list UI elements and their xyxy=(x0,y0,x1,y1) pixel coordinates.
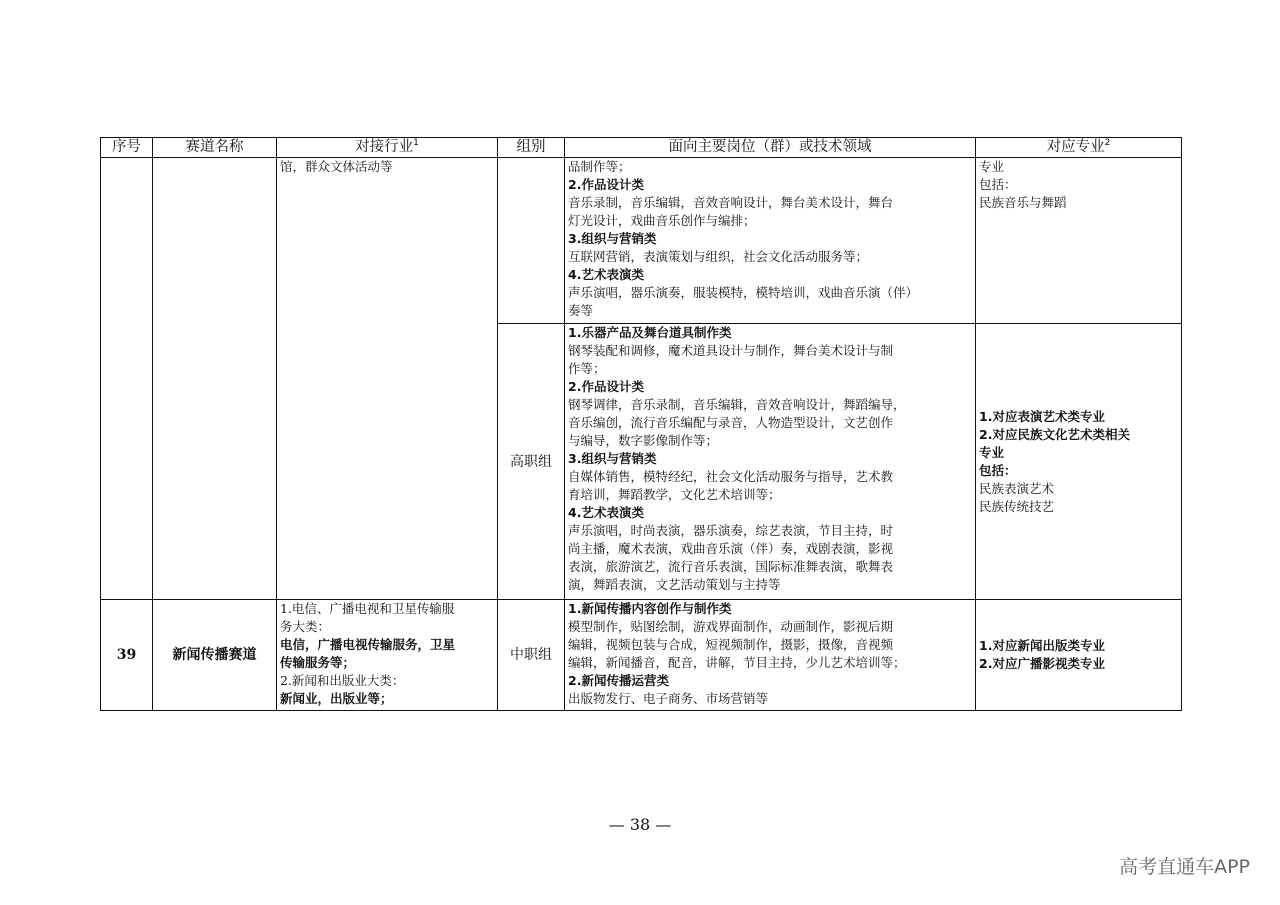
majors-cell-high xyxy=(976,324,1182,600)
table-row xyxy=(101,600,1182,711)
major-line: 专业 xyxy=(979,159,1005,174)
header-majors xyxy=(976,138,1182,158)
competition-track-table xyxy=(100,137,1182,711)
positions-cell-mid xyxy=(565,158,976,324)
industry-cell xyxy=(277,600,498,711)
seq-cell-continued xyxy=(101,158,153,600)
positions-cell xyxy=(565,600,976,711)
industry-line: 2.新闻和出版业大类： xyxy=(280,673,405,688)
position-category-line: 1.乐器产品及舞台道具制作类 xyxy=(568,325,732,340)
table-header-row xyxy=(101,138,1182,158)
major-line: 专业 xyxy=(979,444,1005,460)
position-category-line: 2.新闻传播运营类 xyxy=(568,673,669,688)
position-detail-line: 灯光设计，戏曲音乐创作与编排； xyxy=(568,213,756,228)
major-line: 1.对应表演艺术类专业 xyxy=(979,408,1105,424)
position-detail-line: 与编导，数字影像制作等； xyxy=(568,433,719,448)
major-line: 民族传统技艺 xyxy=(979,498,1055,514)
majors-cell-mid xyxy=(976,158,1182,324)
major-line: 民族表演艺术 xyxy=(979,480,1055,496)
position-category-line: 2.作品设计类 xyxy=(568,379,644,394)
group-cell-mid xyxy=(498,158,565,324)
header-track-name: 赛道名称 xyxy=(153,138,277,158)
major-line: 2.对应民族文化艺术类相关 xyxy=(979,426,1130,442)
position-category-line: 2.作品设计类 xyxy=(568,177,644,192)
page-number: — 38 — xyxy=(608,815,672,834)
position-detail-line: 演，舞蹈表演，文艺活动策划与主持等 xyxy=(568,577,781,592)
position-category-line: 1.新闻传播内容创作与制作类 xyxy=(568,601,732,616)
industry-line: 电信，广播电视传输服务，卫星 xyxy=(280,637,456,652)
industry-line: 新闻业，出版业等； xyxy=(280,691,393,706)
positions-cell-high xyxy=(565,324,976,600)
position-category-line: 3.组织与营销类 xyxy=(568,451,657,466)
track-cell-continued xyxy=(153,158,277,600)
header-majors-label: 对应专业 xyxy=(1046,139,1105,155)
industry-line: 馆，群众文体活动等 xyxy=(280,159,393,174)
position-detail-line: 表演，旅游演艺，流行音乐表演，国际标准舞表演，歌舞表 xyxy=(568,559,894,574)
position-detail-line: 钢琴调律，音乐录制，音乐编辑，音效音响设计，舞蹈编导， xyxy=(568,397,906,412)
seq-cell: 39 xyxy=(101,600,153,711)
major-line: 民族音乐与舞蹈 xyxy=(979,195,1067,210)
position-detail-line: 互联网营销，表演策划与组织，社会文化活动服务等； xyxy=(568,249,869,264)
position-detail-line: 编辑，视频包装与合成，短视频制作，摄影，摄像，音视频 xyxy=(568,637,894,652)
group-cell: 中职组 xyxy=(498,600,565,711)
position-detail-line: 音乐录制，音乐编辑，音效音响设计，舞台美术设计，舞台 xyxy=(568,195,894,210)
header-positions: 面向主要岗位（群）或技术领域 xyxy=(565,138,976,158)
position-category-line: 4.艺术表演类 xyxy=(568,267,644,282)
watermark-text: 高考直通车APP xyxy=(1119,856,1250,878)
major-line: 包括： xyxy=(979,177,1017,192)
position-category-line: 4.艺术表演类 xyxy=(568,505,644,520)
header-industry-label: 对接行业 xyxy=(355,139,414,155)
majors-cell xyxy=(976,600,1182,711)
position-detail-line: 声乐演唱，器乐演奏，服装模特，模特培训，戏曲音乐演（伴） xyxy=(568,285,919,300)
header-group: 组别 xyxy=(498,138,565,158)
industry-cell-continued xyxy=(277,158,498,600)
major-line: 包括： xyxy=(979,462,1017,478)
position-detail-line: 育培训，舞蹈教学，文化艺术培训等； xyxy=(568,487,781,502)
industry-line: 1.电信、广播电视和卫星传输服 xyxy=(280,601,455,616)
major-line: 2.对应广播影视类专业 xyxy=(979,656,1105,671)
header-majors-footnote: 2 xyxy=(1104,138,1111,149)
position-detail-line: 作等； xyxy=(568,361,606,376)
table-row xyxy=(101,158,1182,324)
position-detail-line: 声乐演唱，时尚表演，器乐演奏，综艺表演，节目主持，时 xyxy=(568,523,894,538)
position-detail-line: 尚主播，魔术表演，戏曲音乐演（伴）奏，戏剧表演，影视 xyxy=(568,541,894,556)
header-seq: 序号 xyxy=(101,138,153,158)
position-detail-line: 出版物发行、电子商务、市场营销等 xyxy=(568,691,769,706)
industry-line: 务大类： xyxy=(280,619,331,634)
position-detail-line: 奏等 xyxy=(568,303,594,318)
industry-line: 传输服务等； xyxy=(280,655,356,670)
track-name-cell: 新闻传播赛道 xyxy=(153,600,277,711)
position-detail-line: 模型制作，贴图绘制，游戏界面制作，动画制作，影视后期 xyxy=(568,619,894,634)
position-detail-line: 编辑，新闻播音，配音，讲解，节目主持，少儿艺术培训等； xyxy=(568,655,906,670)
position-detail-line: 音乐编创，流行音乐编配与录音，人物造型设计，文艺创作 xyxy=(568,415,894,430)
major-line: 1.对应新闻出版类专业 xyxy=(979,638,1105,653)
group-cell-high: 高职组 xyxy=(498,324,565,600)
position-category-line: 3.组织与营销类 xyxy=(568,231,657,246)
position-detail-line: 品制作等； xyxy=(568,159,631,174)
header-industry-footnote: 1 xyxy=(413,138,419,149)
position-detail-line: 自媒体销售，模特经纪，社会文化活动服务与指导，艺术教 xyxy=(568,469,894,484)
header-industry xyxy=(277,138,498,158)
position-detail-line: 钢琴装配和调修，魔术道具设计与制作，舞台美术设计与制 xyxy=(568,343,894,358)
